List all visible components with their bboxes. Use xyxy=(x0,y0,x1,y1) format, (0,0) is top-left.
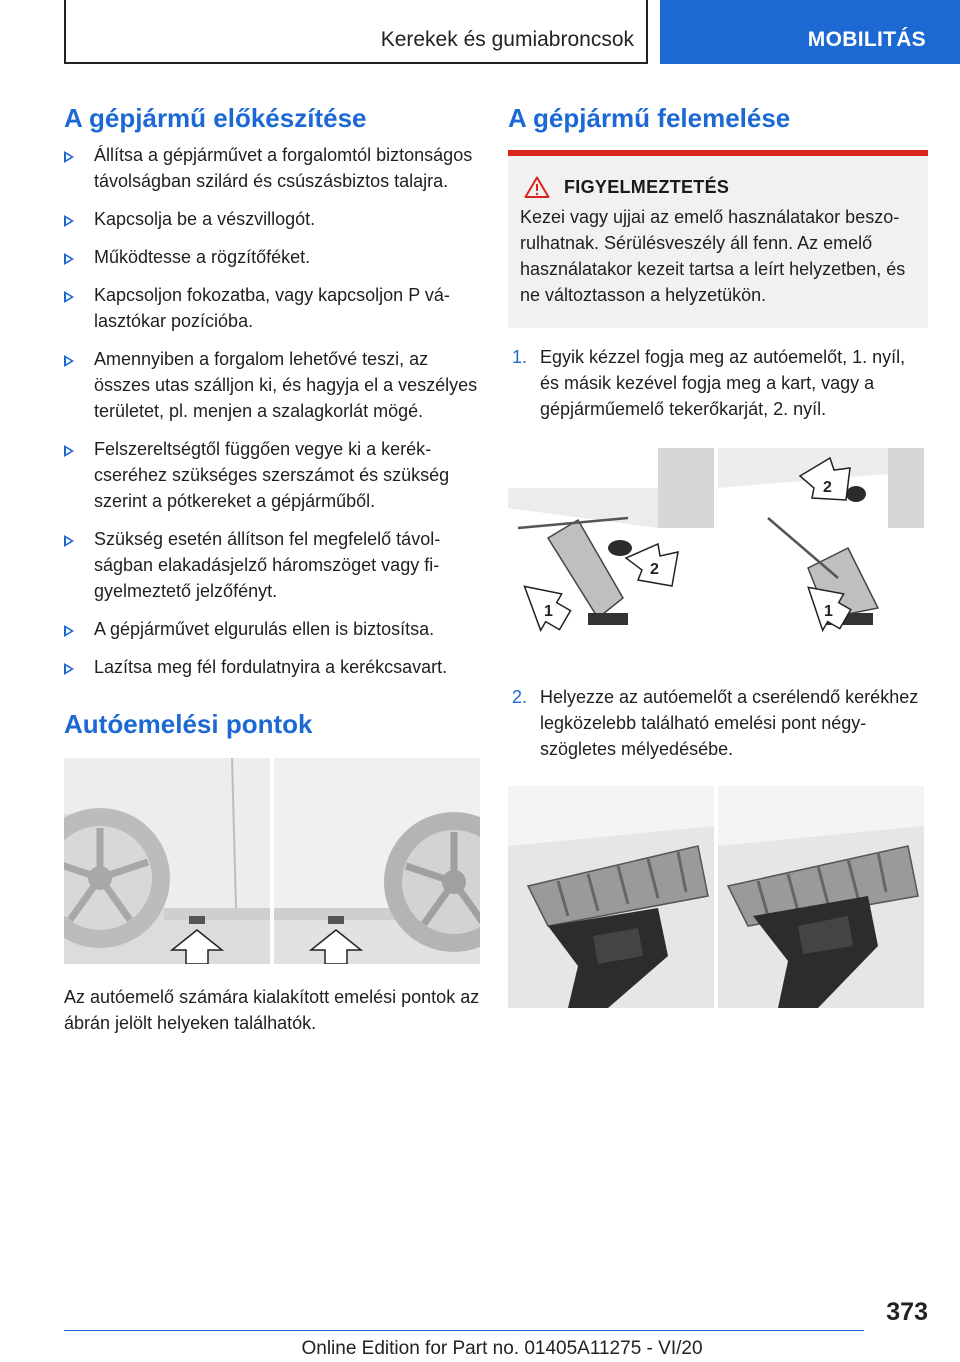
bullet-triangle-icon xyxy=(64,151,74,163)
section-title-jacking-points: Autóemelési pontok xyxy=(64,709,313,739)
list-item: Működtesse a rögzítőféket. xyxy=(64,244,480,270)
bullet-triangle-icon xyxy=(64,355,74,367)
list-item: 1. Egyik kézzel fogja meg az autóemelőt, 1. nyíl, és másik kezével fogja meg a kart, vagy a gépjárműemelő tekerőkarját, 2. nyíl. xyxy=(508,344,928,422)
jacking-points-figure xyxy=(64,758,480,964)
footer-edition-text: Online Edition for Part no. 01405A11275 - VI/20 xyxy=(301,1338,703,1359)
bullet-triangle-icon xyxy=(64,663,74,675)
list-item: Kapcsolja be a vészvillogót. xyxy=(64,206,480,232)
jack-handling-figure xyxy=(508,448,924,638)
section-title-preparing: A gépjármű előkészítése xyxy=(64,103,367,133)
jack-placement-figure xyxy=(508,786,924,1008)
arrow-label: 2 xyxy=(823,479,832,496)
list-item: Kapcsoljon fokozatba, vagy kapcsoljon P választókar pozícióba. xyxy=(64,282,480,334)
preparation-steps-list xyxy=(64,142,480,680)
right-column xyxy=(508,100,928,1008)
list-item: Szükség esetén állítson fel megfelelő távolságban elakadásjelző háromszöget vagy figyelmeztető jelzőfényt. xyxy=(64,526,480,604)
warning-heading: FIGYELMEZTETÉS xyxy=(564,176,730,197)
page-number: 373 xyxy=(886,1298,928,1326)
lifting-steps-list-continued xyxy=(508,684,928,762)
bullet-triangle-icon xyxy=(64,291,74,303)
list-item: Felszereltségtől függően vegye ki a kerékcseréhez szükséges szerszámot és szükség szerint a pótkereket a gépjárműből. xyxy=(64,436,480,514)
header-chapter-label: MOBILITÁS xyxy=(807,28,926,51)
bullet-triangle-icon xyxy=(64,253,74,265)
warning-triangle-icon xyxy=(524,176,550,198)
lifting-steps-list xyxy=(508,344,928,422)
warning-body: Kezei vagy ujjai az emelő használatakor beszorulhatnak. Sérülésveszély áll fenn. Az emelő használatakor kezeit tartsa a leírt helyzetben, és ne változtasson a helyzetükön. xyxy=(520,207,906,305)
warning-box xyxy=(508,150,928,328)
bullet-triangle-icon xyxy=(64,445,74,457)
bullet-triangle-icon xyxy=(64,535,74,547)
warning-header xyxy=(520,176,916,198)
footer-divider xyxy=(64,1330,864,1331)
bullet-triangle-icon xyxy=(64,215,74,227)
arrow-label: 1 xyxy=(824,603,833,620)
list-item: Amennyiben a forgalom lehetővé teszi, az összes utas szálljon ki, és hagyja el a veszélyes területet, pl. menjen a szalagkorlát mögé. xyxy=(64,346,480,424)
jacking-points-caption: Az autóemelő számára kialakított emelési pontok az ábrán jelölt helyeken találhatók. xyxy=(64,987,480,1033)
step-number: 1. xyxy=(512,347,528,367)
arrow-label: 1 xyxy=(544,603,553,620)
header-section-box xyxy=(64,0,648,64)
arrow-label: 2 xyxy=(650,561,659,578)
left-column xyxy=(64,100,480,1036)
list-item: 2. Helyezze az autóemelőt a cserélendő kerékhez legközelebb található emelési pont négyszögletes mélyedésébe. xyxy=(508,684,928,762)
step-number: 2. xyxy=(512,687,528,707)
list-item: Lazítsa meg fél fordulatnyira a kerékcsavart. xyxy=(64,654,480,680)
list-item: A gépjárművet elgurulás ellen is biztosítsa. xyxy=(64,616,480,642)
section-title-lifting: A gépjármű felemelése xyxy=(508,103,791,133)
header-section-title: Kerekek és gumiabroncsok xyxy=(380,28,634,51)
header-chapter-tab[interactable] xyxy=(660,0,960,64)
bullet-triangle-icon xyxy=(64,625,74,637)
list-item: Állítsa a gépjárművet a forgalomtól biztonságos távolságban szilárd és csúszásbiztos talajra. xyxy=(64,142,480,194)
